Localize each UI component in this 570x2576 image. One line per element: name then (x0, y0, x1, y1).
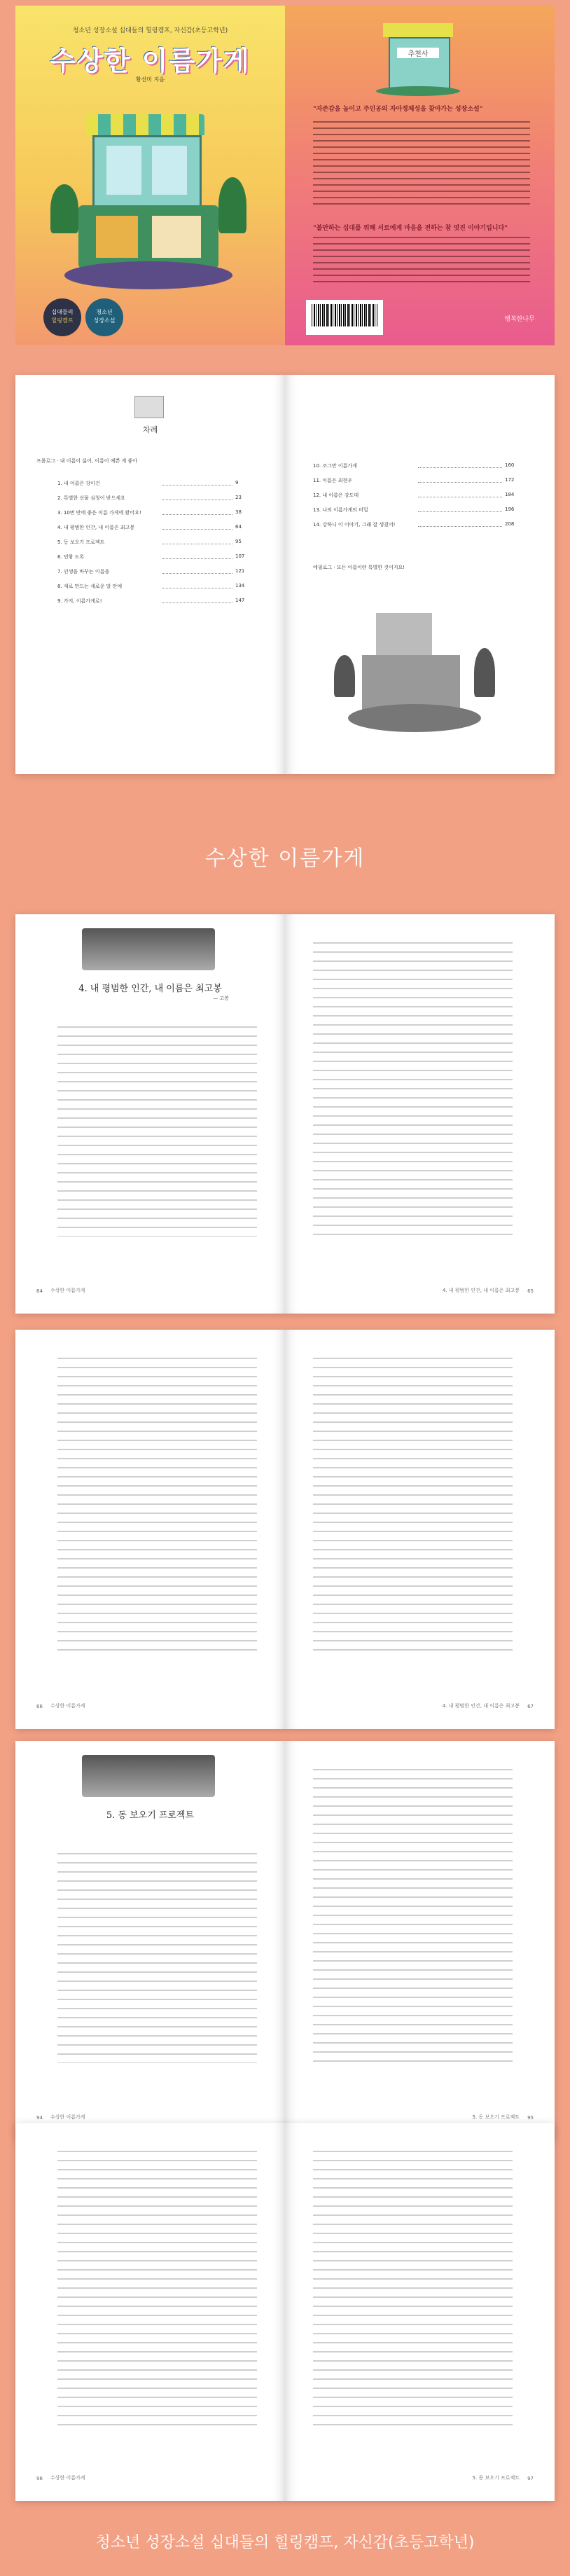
cover-title: 수상한 이름가게 (50, 46, 251, 76)
book-spread-3 (15, 1741, 555, 2140)
cover-author: 황선미 지음 (135, 76, 165, 83)
text-block (313, 2151, 513, 2431)
toc-item-label: 4. 내 평범한 인간, 내 이름은 최고봉 (57, 525, 135, 530)
toc-item-label: 12. 내 이름은 강도대 (313, 493, 359, 498)
text-block (57, 1853, 257, 2063)
badge2-line2: 성장소설 (93, 317, 116, 324)
toc-prologue: 프롤로그 · 내 이름이 싫어, 이름이 예쁜 게 좋아 (36, 458, 137, 464)
mid-section-title: 수상한 이름가게 (204, 846, 366, 871)
toc-item-label: 14. 강하니 이 이야기, 그래 잘 생겼어! (313, 522, 396, 528)
toc-item-page: 134 (235, 583, 245, 588)
cover-tagline: 청소년 성장소설 십대들의 힐링캠프, 자신감(초등고학년) (72, 27, 228, 34)
spread3-right (285, 1741, 555, 2140)
badge-line1: 십대들의 (51, 309, 74, 315)
toc-item-label: 11. 이름은 최현우 (313, 478, 353, 483)
cover-back (285, 6, 555, 345)
chapter-title: 5. 동 보오기 프로젝트 (106, 1810, 195, 1821)
folio-left-title: 수상한 이름가게 (50, 1288, 85, 1293)
text-block (57, 1026, 257, 1237)
folio-right-num: 65 (527, 1288, 534, 1294)
toc-item-page: 64 (235, 524, 242, 530)
spread1-left (15, 914, 285, 1314)
folio-left-num: 66 (36, 1704, 43, 1709)
toc-item-label: 7. 인생을 바꾸는 이름을 (57, 569, 110, 574)
text-block (313, 942, 513, 1237)
book-spread-4 (15, 2123, 555, 2501)
toc-spread (15, 375, 555, 774)
spread2-left (15, 1330, 285, 1729)
toc-item-label: 3. 10번 만에 좋은 이름 가게에 왔어요! (57, 510, 141, 516)
toc-item-leader (418, 511, 502, 512)
toc-item-label: 10. 조그만 이름가게 (313, 463, 357, 469)
cover-front (15, 6, 285, 345)
spread2-right (285, 1330, 555, 1729)
toc-right-page (285, 375, 555, 774)
toc-item-leader (162, 514, 232, 515)
badge-line2: 힐링캠프 (51, 317, 74, 324)
folio-left-num: 94 (36, 2115, 43, 2121)
folio-right-num: 95 (527, 2115, 534, 2121)
chapter-banner (82, 1755, 215, 1797)
toc-item-page: 121 (235, 568, 245, 574)
toc-item-label: 5. 동 보오기 프로젝트 (57, 539, 105, 545)
spread4-right (285, 2123, 555, 2501)
folio-left-num: 96 (36, 2476, 43, 2481)
text-block (313, 1358, 513, 1652)
barcode (306, 300, 383, 335)
toc-item-page: 95 (235, 539, 242, 544)
back-store-illustration (376, 16, 460, 97)
toc-item-page: 147 (235, 598, 245, 603)
toc-item-label: 6. 민왕 도록 (57, 554, 85, 560)
toc-item-leader (418, 467, 502, 468)
toc-item-page: 160 (505, 462, 515, 468)
toc-item-leader (162, 602, 232, 603)
chapter-subtitle: — 고봉 (213, 996, 229, 1001)
toc-item-label: 13. 나의 이름가게의 비밀 (313, 507, 368, 513)
back-text-block1 (313, 121, 530, 205)
badge2-line1: 청소년 (96, 309, 113, 315)
toc-item-page: 9 (235, 480, 239, 485)
folio-right-num: 97 (527, 2476, 534, 2481)
toc-building-icon (134, 396, 164, 418)
toc-item-leader (162, 529, 232, 530)
text-block (57, 1358, 257, 1652)
toc-item-leader (162, 573, 232, 574)
cover-badge-2 (85, 298, 123, 336)
book-spread-1 (15, 914, 555, 1314)
folio-left-title: 수상한 이름가게 (50, 1703, 85, 1709)
toc-item-leader (418, 482, 502, 483)
chapter-title: 4. 내 평범한 인간, 내 이름은 최고봉 (78, 984, 222, 994)
toc-item-label: 8. 새로 만드는 새로운 말 안에 (57, 584, 123, 589)
text-block (313, 1769, 513, 2063)
toc-item-page: 184 (505, 492, 515, 497)
folio-right-title: 4. 내 평범한 인간, 내 이름은 최고봉 (442, 1703, 520, 1709)
recommend-label: 추천사 (397, 48, 439, 58)
folio-left-num: 64 (36, 1288, 43, 1294)
folio-right-title: 5. 동 보오기 프로젝트 (472, 2114, 520, 2120)
toc-illustration (334, 606, 516, 746)
cover-section (0, 0, 570, 350)
toc-item-page: 23 (235, 495, 242, 500)
toc-item-leader (418, 526, 502, 527)
toc-item-label: 1. 내 이름은 강이건 (57, 481, 100, 486)
folio-right-num: 67 (527, 1704, 534, 1709)
spread4-left (15, 2123, 285, 2501)
spread3-left (15, 1741, 285, 2140)
toc-heading: 차례 (142, 425, 158, 434)
folio-left-title: 수상한 이름가게 (50, 2475, 85, 2481)
folio-right-title: 4. 내 평범한 인간, 내 이름은 최고봉 (442, 1288, 520, 1293)
folio-right-title: 5. 동 보오기 프로젝트 (472, 2475, 520, 2481)
store-illustration (64, 100, 232, 303)
text-block (57, 2151, 257, 2431)
cover-badge (43, 298, 81, 336)
folio-left-title: 수상한 이름가게 (50, 2114, 85, 2120)
spread1-right (285, 914, 555, 1314)
chapter-banner (82, 928, 215, 970)
toc-item-label: 9. 가지, 이름가게로! (57, 598, 102, 604)
toc-item-page: 38 (235, 509, 242, 515)
back-text-block2 (313, 237, 530, 286)
publisher-logo: 행복한나무 (504, 316, 535, 323)
book-spread-2 (15, 1330, 555, 1729)
back-quote2: "불안하는 십대를 위해 서로에게 마음을 전하는 참 멋진 이야기입니다" (313, 225, 508, 232)
toc-left-page (15, 375, 285, 774)
back-quote1: "자존감을 높이고 주인공의 자아정체성을 찾아가는 성장소설" (313, 106, 483, 113)
toc-epilogue: 에필로그 · 모든 이름이란 특별한 것이지요! (313, 565, 405, 570)
toc-item-page: 107 (235, 553, 245, 559)
toc-item-label: 2. 특별한 선물 심청이 받으세요 (57, 495, 125, 501)
footer-title: 청소년 성장소설 십대들의 힐링캠프, 자신감(초등고학년) (95, 2534, 475, 2551)
toc-item-page: 196 (505, 507, 515, 512)
toc-item-leader (162, 558, 232, 559)
toc-item-page: 208 (505, 521, 515, 527)
toc-item-page: 172 (505, 477, 515, 483)
